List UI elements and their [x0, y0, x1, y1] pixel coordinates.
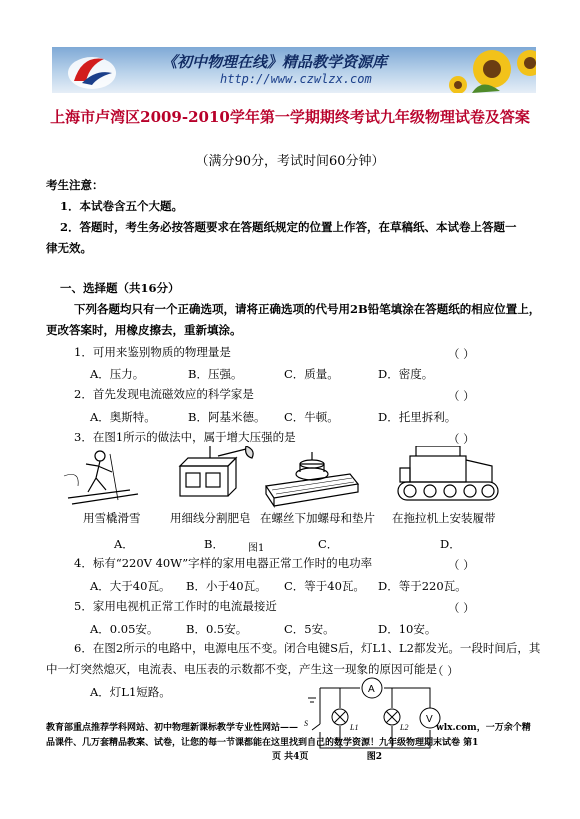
question-2-option-d: D．托里拆利。 — [378, 410, 457, 424]
figure-1-label-c: C． — [318, 537, 339, 551]
question-6-answer-blank[interactable]: （ ） — [432, 664, 459, 678]
question-4-option-c: C．等于40瓦。 — [284, 579, 365, 593]
question-5-option-a: A．0.05安。 — [90, 622, 159, 636]
battery-icon — [308, 698, 316, 702]
question-5-option-b: B．0.5安。 — [186, 622, 248, 636]
banner-url[interactable]: http://www.czwlzx.com — [220, 72, 372, 86]
figure-1-label-b: B． — [204, 537, 224, 551]
footer-figure-2-label: 图2 — [366, 752, 382, 763]
question-1-option-d: D．密度。 — [378, 367, 434, 381]
figure-1-illustrations — [60, 446, 522, 510]
question-1-option-a: A．压力。 — [90, 367, 145, 381]
footer-url[interactable]: wlx.com — [436, 723, 477, 733]
footer-line-1-end: ，一万余个精 — [476, 723, 531, 733]
figure-1-caption-c: 在螺丝下加螺母和垫片 — [260, 511, 375, 525]
soap-illustration — [180, 446, 253, 496]
lamp-l2-label: L2 — [400, 723, 409, 732]
voltmeter-label: V — [426, 714, 433, 725]
figure-1-caption-a: 用雪橇滑雪 — [83, 511, 141, 525]
question-5-answer-blank[interactable]: （ ） — [448, 601, 475, 615]
question-1-stem: 1．可用来鉴别物质的物理量是 — [74, 345, 231, 359]
ammeter-label: A — [368, 684, 375, 695]
page-title: 上海市卢湾区2009-2010学年第一学期期终考试九年级物理试卷及答案 — [50, 108, 530, 126]
question-5-stem: 5．家用电视机正常工作时的电流最接近 — [74, 599, 277, 613]
question-5-option-d: D．10安。 — [378, 622, 437, 636]
skier-illustration — [64, 451, 138, 504]
question-4-option-a: A．大于40瓦。 — [90, 579, 171, 593]
question-6-stem-line-1: 6．在图2所示的电路中，电源电压不变。闭合电键S后，灯L1、L2都发光。一段时间后，其 — [74, 641, 541, 655]
question-4-option-d: D．等于220瓦。 — [378, 579, 467, 593]
question-5-option-c: C．5安。 — [284, 622, 335, 636]
figure-1-label-d: D． — [440, 537, 461, 551]
question-2-option-b: B．阿基米德。 — [188, 410, 266, 424]
page-footer — [46, 722, 546, 764]
notice-item-2-line-2: 律无效。 — [46, 241, 92, 255]
figure-1-caption-b: 用细线分割肥皂 — [170, 511, 251, 525]
lamp-l1-label: L1 — [350, 723, 359, 732]
question-4-option-b: B．小于40瓦。 — [186, 579, 267, 593]
sunflower-icon — [449, 50, 536, 93]
notice-item-1: 1．本试卷含五个大题。 — [60, 199, 184, 213]
tractor-illustration — [398, 446, 498, 500]
question-4-stem: 4．标有“220V 40W”字样的家用电器正常工作时的电功率 — [74, 556, 373, 570]
question-2-option-a: A．奥斯特。 — [90, 410, 156, 424]
question-2-answer-blank[interactable]: （ ） — [448, 389, 475, 403]
question-2-option-c: C．牛顿。 — [284, 410, 339, 424]
section-instruction-line-2: 更改答案时，用橡皮擦去，重新填涂。 — [46, 323, 242, 337]
banner-title: 《初中物理在线》精品教学资源库 — [162, 53, 388, 71]
question-3-stem: 3．在图1所示的做法中，属于增大压强的是 — [74, 430, 296, 444]
footer-line-2: 品课件、几万套精品教案、试卷，让您的每一节课都能在这里找到自己的数学资源！九年级物理期末试卷 第1 — [46, 737, 479, 748]
switch-label: S — [304, 719, 308, 728]
question-4-answer-blank[interactable]: （ ） — [448, 558, 475, 572]
question-6-option-a: A．灯L1短路。 — [90, 685, 171, 699]
section-instruction-line-1: 下列各题均只有一个正确选项，请将正确选项的代号用2B铅笔填涂在答题纸的相应位置上， — [74, 302, 541, 316]
question-1-option-b: B．压强。 — [188, 367, 243, 381]
figure-1-caption-d: 在拖拉机上安装履带 — [392, 511, 496, 525]
footer-line-3: 页 共4页 — [272, 752, 309, 763]
footer-line-1: 教育部重点推荐学科网站、初中物理新课标教学专业性网站—— — [46, 723, 299, 733]
nut-washer-illustration — [266, 452, 358, 506]
logo-icon — [68, 57, 116, 89]
figure-1-label-a: A． — [114, 537, 134, 551]
notice-item-2-line-1: 2．答题时，考生务必按答题要求在答题纸规定的位置上作答，在草稿纸、本试卷上答题一 — [60, 220, 517, 234]
question-1-option-c: C．质量。 — [284, 367, 339, 381]
section-heading: 一、选择题（共16分） — [60, 281, 180, 295]
header-banner — [52, 47, 536, 93]
question-3-answer-blank[interactable]: （ ） — [448, 432, 475, 446]
question-1-answer-blank[interactable]: （ ） — [448, 347, 475, 361]
question-2-stem: 2．首先发现电流磁效应的科学家是 — [74, 387, 254, 401]
figure-1-label: 图1 — [248, 543, 265, 554]
page-subtitle: （满分90分，考试时间60分钟） — [195, 154, 385, 169]
question-6-stem-line-2: 中一灯突然熄灭，电流表、电压表的示数都不变，产生这一现象的原因可能是 — [46, 662, 437, 676]
notice-heading: 考生注意： — [46, 178, 104, 192]
